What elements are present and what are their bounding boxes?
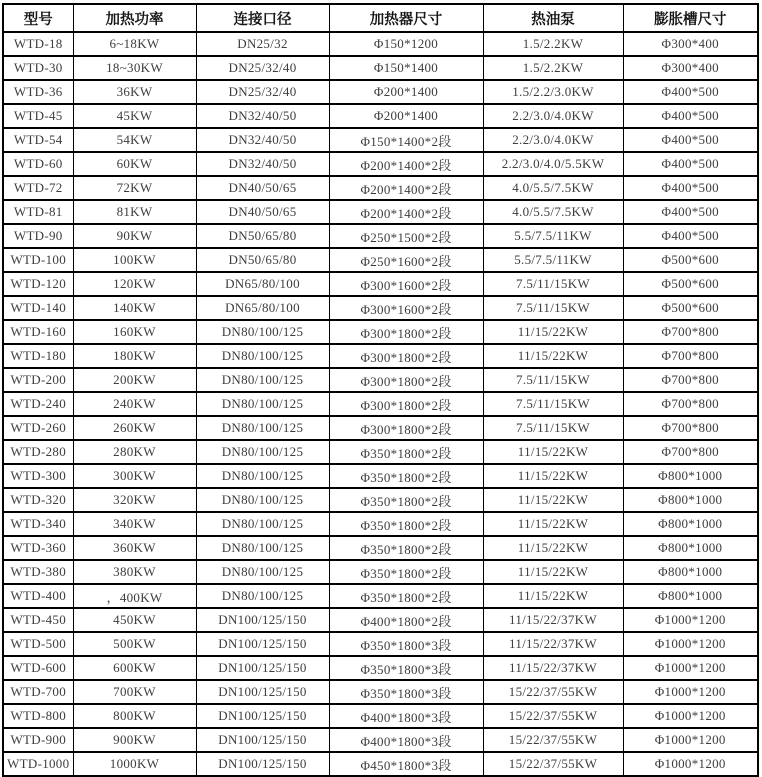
cell-connection-diameter: DN32/40/50: [196, 152, 329, 176]
cell-heating-power: 260KW: [73, 416, 196, 440]
cell-oil-pump: 7.5/11/15KW: [483, 296, 623, 320]
cell-expansion-tank-size: Φ700*800: [623, 368, 758, 392]
cell-model: WTD-120: [3, 272, 73, 296]
cell-model: WTD-400: [3, 584, 73, 608]
cell-model: WTD-500: [3, 632, 73, 656]
cell-connection-diameter: DN65/80/100: [196, 296, 329, 320]
cell-oil-pump: 11/15/22/37KW: [483, 632, 623, 656]
table-row: [3, 80, 758, 104]
cell-heating-power: 280KW: [73, 440, 196, 464]
cell-heater-size: Φ300*1600*2段: [329, 272, 483, 296]
cell-connection-diameter: DN100/125/150: [196, 656, 329, 680]
cell-heating-power: 54KW: [73, 128, 196, 152]
cell-model: WTD-320: [3, 488, 73, 512]
table-row: [3, 680, 758, 704]
cell-heater-size: Φ300*1800*2段: [329, 392, 483, 416]
cell-model: WTD-900: [3, 728, 73, 752]
table-row: [3, 488, 758, 512]
cell-heating-power: 600KW: [73, 656, 196, 680]
cell-heating-power: 1000KW: [73, 752, 196, 776]
cell-model: WTD-160: [3, 320, 73, 344]
cell-heater-size: Φ150*1400*2段: [329, 128, 483, 152]
table-row: [3, 152, 758, 176]
cell-heating-power: 6~18KW: [73, 32, 196, 56]
cell-heating-power: 180KW: [73, 344, 196, 368]
cell-expansion-tank-size: Φ400*500: [623, 176, 758, 200]
cell-model: WTD-260: [3, 416, 73, 440]
cell-expansion-tank-size: Φ800*1000: [623, 512, 758, 536]
cell-heating-power: 60KW: [73, 152, 196, 176]
cell-oil-pump: 11/15/22/37KW: [483, 656, 623, 680]
cell-oil-pump: 11/15/22KW: [483, 320, 623, 344]
cell-expansion-tank-size: Φ400*500: [623, 104, 758, 128]
table-row: [3, 560, 758, 584]
cell-expansion-tank-size: Φ700*800: [623, 344, 758, 368]
cell-heater-size: Φ300*1800*2段: [329, 344, 483, 368]
cell-heater-size: Φ250*1600*2段: [329, 248, 483, 272]
cell-oil-pump: 11/15/22KW: [483, 440, 623, 464]
cell-connection-diameter: DN50/65/80: [196, 224, 329, 248]
table-row: [3, 368, 758, 392]
cell-connection-diameter: DN80/100/125: [196, 416, 329, 440]
cell-expansion-tank-size: Φ400*500: [623, 128, 758, 152]
cell-expansion-tank-size: Φ500*600: [623, 296, 758, 320]
cell-heating-power: 120KW: [73, 272, 196, 296]
cell-model: WTD-36: [3, 80, 73, 104]
cell-expansion-tank-size: Φ500*600: [623, 272, 758, 296]
table-row: [3, 656, 758, 680]
cell-model: WTD-18: [3, 32, 73, 56]
cell-connection-diameter: DN80/100/125: [196, 320, 329, 344]
cell-model: WTD-280: [3, 440, 73, 464]
cell-heater-size: Φ350*1800*3段: [329, 680, 483, 704]
cell-expansion-tank-size: Φ700*800: [623, 416, 758, 440]
cell-expansion-tank-size: Φ800*1000: [623, 536, 758, 560]
cell-model: WTD-240: [3, 392, 73, 416]
cell-connection-diameter: DN65/80/100: [196, 272, 329, 296]
cell-expansion-tank-size: Φ800*1000: [623, 464, 758, 488]
table-row: [3, 536, 758, 560]
cell-heater-size: Φ400*1800*3段: [329, 704, 483, 728]
cell-expansion-tank-size: Φ700*800: [623, 392, 758, 416]
table-body: [3, 32, 758, 776]
cell-expansion-tank-size: Φ800*1000: [623, 584, 758, 608]
cell-oil-pump: 11/15/22KW: [483, 536, 623, 560]
cell-model: WTD-600: [3, 656, 73, 680]
cell-expansion-tank-size: Φ800*1000: [623, 488, 758, 512]
table-row: [3, 344, 758, 368]
cell-heating-power: 90KW: [73, 224, 196, 248]
table-row: [3, 320, 758, 344]
cell-heating-power: 300KW: [73, 464, 196, 488]
cell-connection-diameter: DN25/32: [196, 32, 329, 56]
table-row: [3, 632, 758, 656]
cell-model: WTD-1000: [3, 752, 73, 776]
cell-connection-diameter: DN100/125/150: [196, 632, 329, 656]
cell-oil-pump: 11/15/22KW: [483, 464, 623, 488]
table-row: [3, 608, 758, 632]
cell-model: WTD-100: [3, 248, 73, 272]
cell-oil-pump: 2.2/3.0/4.0/5.5KW: [483, 152, 623, 176]
cell-oil-pump: 4.0/5.5/7.5KW: [483, 200, 623, 224]
cell-model: WTD-340: [3, 512, 73, 536]
cell-connection-diameter: DN32/40/50: [196, 128, 329, 152]
cell-heater-size: Φ350*1800*2段: [329, 536, 483, 560]
cell-model: WTD-800: [3, 704, 73, 728]
table-row: [3, 752, 758, 776]
cell-heating-power: 450KW: [73, 608, 196, 632]
cell-connection-diameter: DN100/125/150: [196, 752, 329, 776]
cell-model: WTD-140: [3, 296, 73, 320]
col-header-model: 型号: [3, 4, 73, 32]
table-row: [3, 32, 758, 56]
cell-heater-size: Φ350*1800*3段: [329, 656, 483, 680]
cell-connection-diameter: DN80/100/125: [196, 368, 329, 392]
cell-oil-pump: 7.5/11/15KW: [483, 392, 623, 416]
table-row: [3, 296, 758, 320]
cell-expansion-tank-size: Φ400*500: [623, 80, 758, 104]
cell-heating-power: 100KW: [73, 248, 196, 272]
table-row: [3, 272, 758, 296]
cell-oil-pump: 15/22/37/55KW: [483, 680, 623, 704]
cell-oil-pump: 15/22/37/55KW: [483, 752, 623, 776]
cell-oil-pump: 7.5/11/15KW: [483, 272, 623, 296]
cell-expansion-tank-size: Φ500*600: [623, 248, 758, 272]
cell-expansion-tank-size: Φ800*1000: [623, 560, 758, 584]
cell-heating-power: 160KW: [73, 320, 196, 344]
cell-connection-diameter: DN50/65/80: [196, 248, 329, 272]
table-row: [3, 584, 758, 608]
cell-connection-diameter: DN25/32/40: [196, 80, 329, 104]
cell-expansion-tank-size: Φ1000*1200: [623, 632, 758, 656]
table-row: [3, 464, 758, 488]
cell-connection-diameter: DN80/100/125: [196, 464, 329, 488]
cell-connection-diameter: DN80/100/125: [196, 584, 329, 608]
cell-connection-diameter: DN32/40/50: [196, 104, 329, 128]
table-row: [3, 248, 758, 272]
cell-heater-size: Φ200*1400: [329, 104, 483, 128]
cell-model: WTD-30: [3, 56, 73, 80]
header-row: [3, 4, 758, 32]
table-row: [3, 512, 758, 536]
cell-model: WTD-180: [3, 344, 73, 368]
cell-heater-size: Φ150*1200: [329, 32, 483, 56]
cell-heating-power: 140KW: [73, 296, 196, 320]
cell-connection-diameter: DN40/50/65: [196, 200, 329, 224]
cell-oil-pump: 7.5/11/15KW: [483, 416, 623, 440]
cell-model: WTD-45: [3, 104, 73, 128]
cell-connection-diameter: DN100/125/150: [196, 680, 329, 704]
col-header-heating-power: 加热功率: [73, 4, 196, 32]
cell-expansion-tank-size: Φ700*800: [623, 440, 758, 464]
cell-oil-pump: 2.2/3.0/4.0KW: [483, 128, 623, 152]
cell-oil-pump: 11/15/22KW: [483, 344, 623, 368]
cell-heater-size: Φ300*1600*2段: [329, 296, 483, 320]
cell-expansion-tank-size: Φ1000*1200: [623, 704, 758, 728]
cell-expansion-tank-size: Φ300*400: [623, 56, 758, 80]
table-row: [3, 128, 758, 152]
cell-oil-pump: 15/22/37/55KW: [483, 728, 623, 752]
cell-expansion-tank-size: Φ400*500: [623, 200, 758, 224]
cell-heater-size: Φ200*1400: [329, 80, 483, 104]
table-row: [3, 224, 758, 248]
cell-heating-power: 380KW: [73, 560, 196, 584]
cell-model: WTD-200: [3, 368, 73, 392]
cell-heater-size: Φ150*1400: [329, 56, 483, 80]
cell-heater-size: Φ350*1800*2段: [329, 560, 483, 584]
cell-oil-pump: 11/15/22KW: [483, 560, 623, 584]
cell-heater-size: Φ300*1800*2段: [329, 416, 483, 440]
cell-connection-diameter: DN80/100/125: [196, 512, 329, 536]
cell-heater-size: Φ350*1800*2段: [329, 464, 483, 488]
cell-heater-size: Φ450*1800*3段: [329, 752, 483, 776]
cell-expansion-tank-size: Φ300*400: [623, 32, 758, 56]
cell-model: WTD-72: [3, 176, 73, 200]
cell-heater-size: Φ350*1800*3段: [329, 632, 483, 656]
cell-heating-power: 45KW: [73, 104, 196, 128]
cell-expansion-tank-size: Φ1000*1200: [623, 752, 758, 776]
cell-oil-pump: 11/15/22KW: [483, 512, 623, 536]
table-row: [3, 104, 758, 128]
cell-oil-pump: 11/15/22KW: [483, 584, 623, 608]
col-header-expansion-tank-size: 膨胀槽尺寸: [623, 4, 758, 32]
cell-heating-power: 200KW: [73, 368, 196, 392]
cell-heating-power: 700KW: [73, 680, 196, 704]
col-header-heater-size: 加热器尺寸: [329, 4, 483, 32]
cell-expansion-tank-size: Φ400*500: [623, 224, 758, 248]
cell-heater-size: Φ200*1400*2段: [329, 176, 483, 200]
spec-table: [2, 3, 759, 777]
cell-oil-pump: 1.5/2.2/3.0KW: [483, 80, 623, 104]
cell-connection-diameter: DN100/125/150: [196, 728, 329, 752]
cell-heater-size: Φ400*1800*2段: [329, 608, 483, 632]
cell-model: WTD-60: [3, 152, 73, 176]
cell-heating-power: 500KW: [73, 632, 196, 656]
cell-heater-size: Φ400*1800*3段: [329, 728, 483, 752]
cell-oil-pump: 4.0/5.5/7.5KW: [483, 176, 623, 200]
col-header-oil-pump: 热油泵: [483, 4, 623, 32]
cell-heater-size: Φ350*1800*2段: [329, 440, 483, 464]
cell-oil-pump: 1.5/2.2KW: [483, 32, 623, 56]
cell-expansion-tank-size: Φ1000*1200: [623, 680, 758, 704]
cell-oil-pump: 11/15/22/37KW: [483, 608, 623, 632]
cell-oil-pump: 15/22/37/55KW: [483, 704, 623, 728]
cell-heater-size: Φ300*1800*2段: [329, 368, 483, 392]
table-row: [3, 56, 758, 80]
cell-heating-power: 340KW: [73, 512, 196, 536]
cell-model: WTD-81: [3, 200, 73, 224]
table-row: [3, 416, 758, 440]
cell-model: WTD-300: [3, 464, 73, 488]
table-row: [3, 200, 758, 224]
cell-oil-pump: 5.5/7.5/11KW: [483, 248, 623, 272]
cell-oil-pump: 11/15/22KW: [483, 488, 623, 512]
cell-heating-power: 800KW: [73, 704, 196, 728]
cell-heating-power: 240KW: [73, 392, 196, 416]
cell-model: WTD-360: [3, 536, 73, 560]
cell-expansion-tank-size: Φ400*500: [623, 152, 758, 176]
cell-heating-power: 900KW: [73, 728, 196, 752]
col-header-connection-diameter: 连接口径: [196, 4, 329, 32]
cell-connection-diameter: DN25/32/40: [196, 56, 329, 80]
cell-connection-diameter: DN80/100/125: [196, 344, 329, 368]
cell-heater-size: Φ350*1800*2段: [329, 488, 483, 512]
cell-connection-diameter: DN80/100/125: [196, 440, 329, 464]
cell-model: WTD-450: [3, 608, 73, 632]
cell-connection-diameter: DN80/100/125: [196, 536, 329, 560]
cell-heater-size: Φ250*1500*2段: [329, 224, 483, 248]
cell-heating-power: 360KW: [73, 536, 196, 560]
cell-expansion-tank-size: Φ700*800: [623, 320, 758, 344]
cell-heater-size: Φ300*1800*2段: [329, 320, 483, 344]
table-row: [3, 176, 758, 200]
cell-oil-pump: 1.5/2.2KW: [483, 56, 623, 80]
cell-heater-size: Φ350*1800*2段: [329, 512, 483, 536]
cell-connection-diameter: DN40/50/65: [196, 176, 329, 200]
cell-heating-power: 18~30KW: [73, 56, 196, 80]
cell-connection-diameter: DN80/100/125: [196, 488, 329, 512]
table-row: [3, 392, 758, 416]
cell-heating-power: 36KW: [73, 80, 196, 104]
cell-oil-pump: 7.5/11/15KW: [483, 368, 623, 392]
cell-expansion-tank-size: Φ1000*1200: [623, 728, 758, 752]
cell-expansion-tank-size: Φ1000*1200: [623, 608, 758, 632]
cell-oil-pump: 2.2/3.0/4.0KW: [483, 104, 623, 128]
cell-model: WTD-90: [3, 224, 73, 248]
cell-heater-size: Φ200*1400*2段: [329, 152, 483, 176]
table-row: [3, 704, 758, 728]
table-row: [3, 440, 758, 464]
table-row: [3, 728, 758, 752]
cell-connection-diameter: DN100/125/150: [196, 704, 329, 728]
cell-model: WTD-700: [3, 680, 73, 704]
cell-heating-power: 320KW: [73, 488, 196, 512]
cell-oil-pump: 5.5/7.5/11KW: [483, 224, 623, 248]
cell-heater-size: Φ350*1800*2段: [329, 584, 483, 608]
cell-model: WTD-380: [3, 560, 73, 584]
cell-heating-power: 72KW: [73, 176, 196, 200]
cell-model: WTD-54: [3, 128, 73, 152]
cell-connection-diameter: DN80/100/125: [196, 392, 329, 416]
cell-heating-power: 81KW: [73, 200, 196, 224]
cell-connection-diameter: DN100/125/150: [196, 608, 329, 632]
cell-heater-size: Φ200*1400*2段: [329, 200, 483, 224]
cell-heating-power: ，400KW: [73, 584, 196, 608]
cell-expansion-tank-size: Φ1000*1200: [623, 656, 758, 680]
cell-connection-diameter: DN80/100/125: [196, 560, 329, 584]
